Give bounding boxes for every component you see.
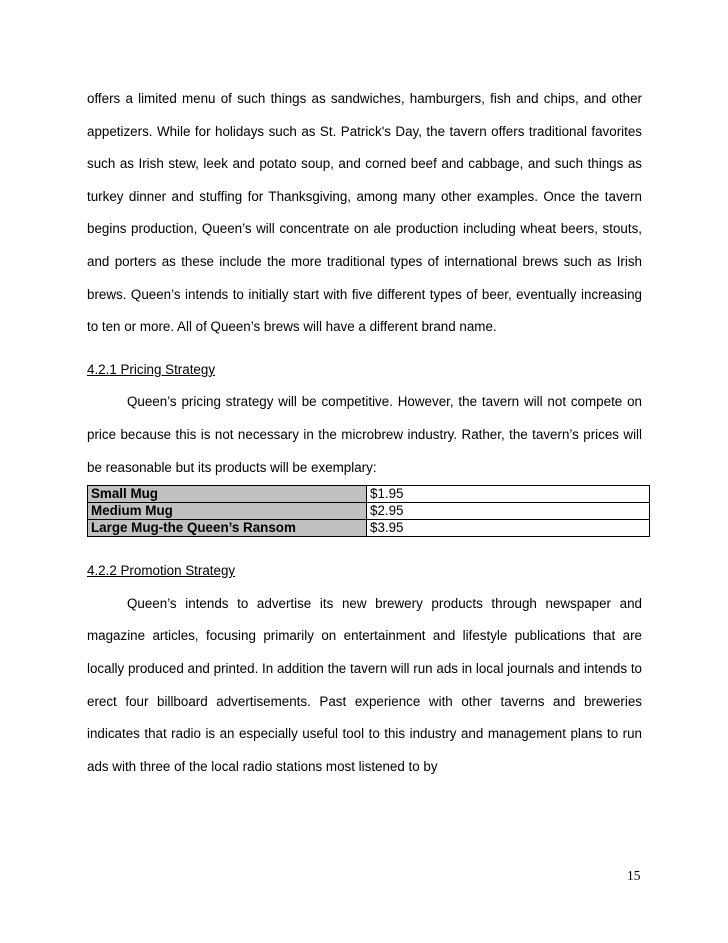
promotion-strategy-paragraph: Queen’s intends to advertise its new brewery products through newspaper and magazine articles, focusing primarily on entertainment and lifestyle publications that are locally produced and printed. In addition the tavern will run ads in local journals and intends to erect four billboard advertisements. Past experience with other taverns and breweries indicates that radio is an especially useful tool to this industry and management plans to run ads with three of the local radio stations most listened to by [87, 595, 642, 774]
table-row [88, 486, 650, 503]
page-number: 15 [627, 868, 641, 883]
page-content [87, 83, 642, 783]
pricing-strategy-heading: 4.2.1 Pricing Strategy [87, 361, 216, 377]
price-value: $3.95 [367, 520, 650, 537]
price-item: Medium Mug [88, 503, 367, 520]
price-item: Small Mug [88, 486, 367, 503]
price-table [87, 485, 650, 537]
price-item: Large Mug-the Queen’s Ransom [88, 520, 367, 537]
promotion-strategy-heading: 4.2.2 Promotion Strategy [87, 563, 236, 579]
price-value: $1.95 [367, 486, 650, 503]
intro-paragraph: offers a limited menu of such things as sandwiches, hamburgers, fish and chips, and other appetizers. While for holidays such as St. Patrick's Day, the tavern offers traditional favorites such as Irish stew, leek and potato soup, and corned beef and cabbage, and such things as turkey dinner and stuffing for Thanksgiving, among many other examples. Once the tavern begins production, Queen’s will concentrate on ale production including wheat beers, stouts, and porters as these include the more traditional types of international brews such as Irish brews. Queen’s intends to initially start with five different types of beer, eventually increasing to ten or more. All of Queen’s brews will have a different brand name. [87, 91, 642, 335]
pricing-strategy-paragraph: Queen’s pricing strategy will be competitive. However, the tavern will not compete on price because this is not necessary in the microbrew industry. Rather, the tavern’s prices will be reasonable but its products will be exemplary: [87, 394, 642, 475]
table-row [88, 520, 650, 537]
price-value: $2.95 [367, 503, 650, 520]
table-row [88, 503, 650, 520]
